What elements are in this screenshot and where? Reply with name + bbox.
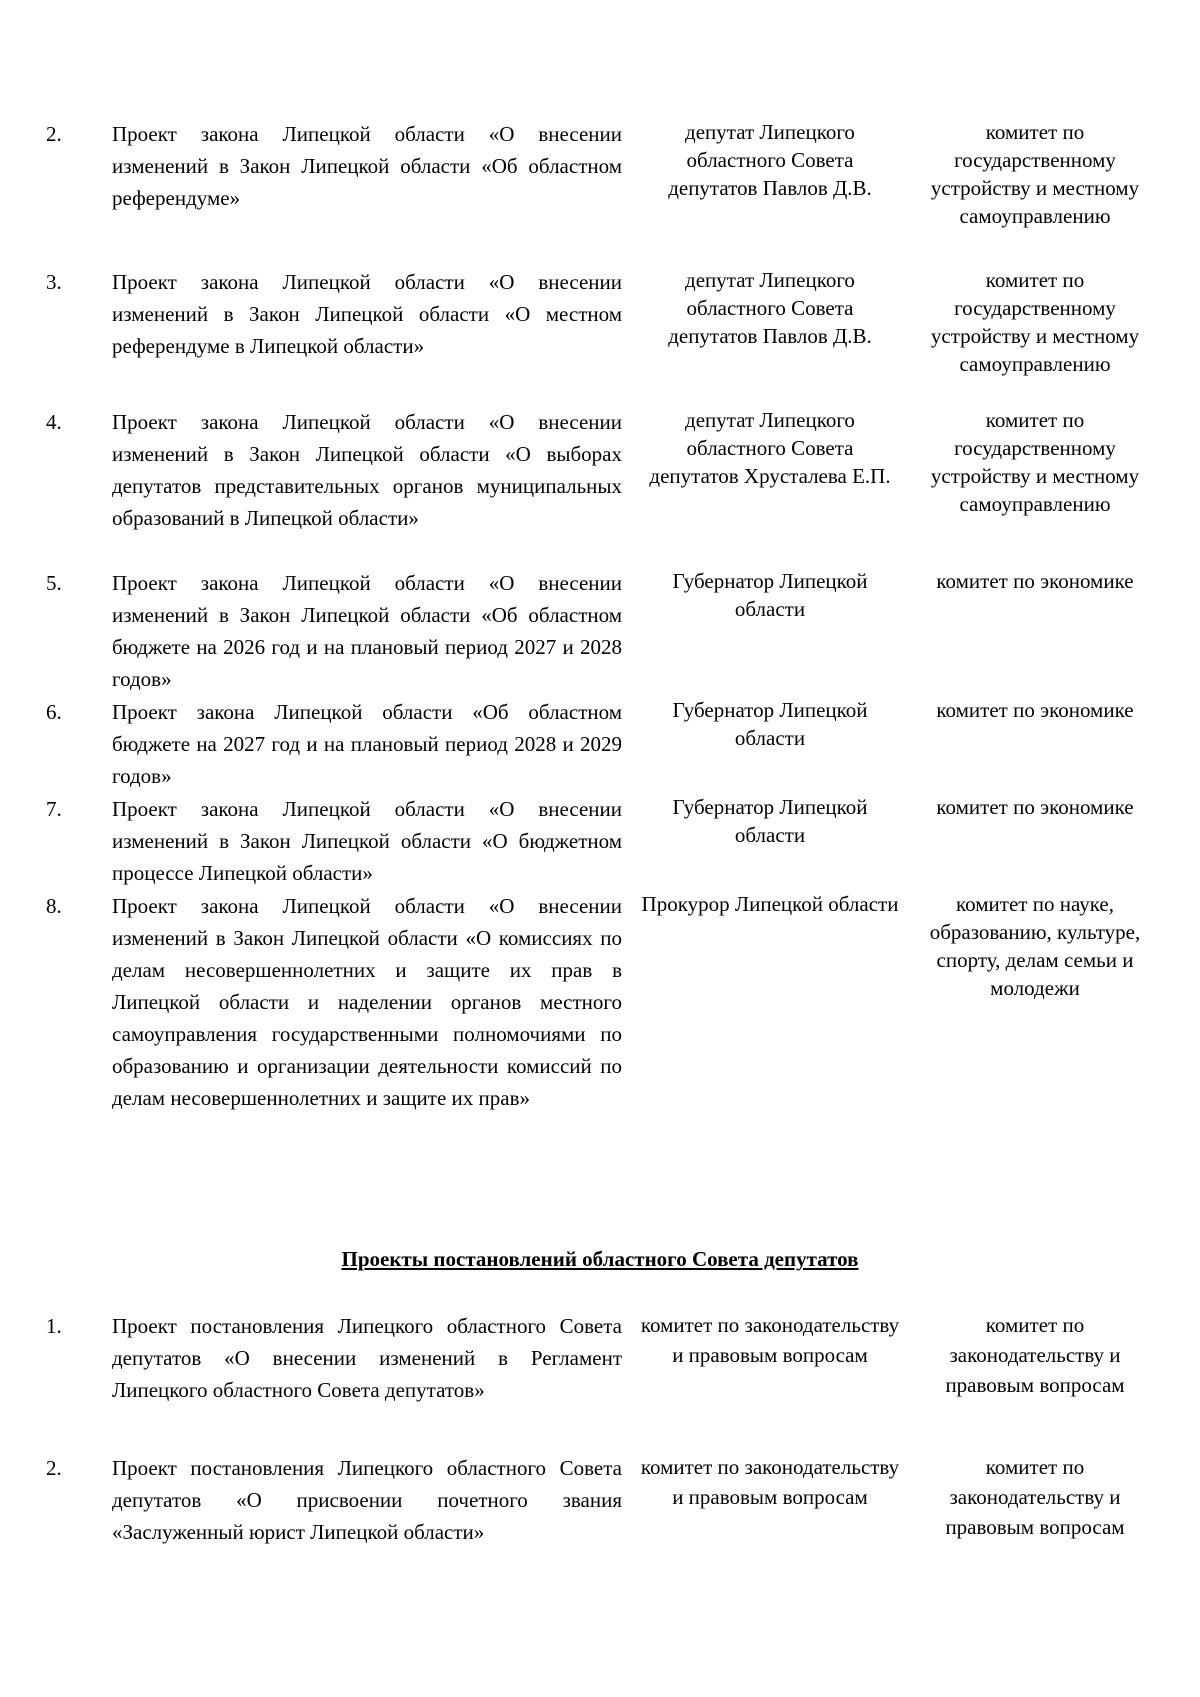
bill-title: Проект закона Липецкой области «О внесении изменений в Закон Липецкой области «О местном референдуме в Липецкой области» xyxy=(112,270,622,358)
bill-author: депутат Липецкого областного Совета депутатов Павлов Д.В. xyxy=(668,120,872,200)
bill-number: 5. xyxy=(46,571,62,595)
bill-committee: комитет по науке, образованию, культуре, спорту, делам семьи и молодежи xyxy=(929,892,1141,1000)
bill-title: Проект закона Липецкой области «О внесении изменений в Закон Липецкой области «О комиссиях по делам несовершеннолетних и защите их прав в Липецкой области и наделении органов местного самоуправления государственными полномочиями по образованию и организации деятельности комиссий по делам несовершеннолетних и защите их прав» xyxy=(112,894,622,1110)
bill-author: Губернатор Липецкой области xyxy=(672,795,868,847)
bill-number: 4. xyxy=(46,410,62,434)
resolution-title: Проект постановления Липецкого областного Совета депутатов «О присвоении почетного звания «Заслуженный юрист Липецкой области» xyxy=(112,1456,622,1544)
bill-title: Проект закона Липецкой области «О внесении изменений в Закон Липецкой области «Об областном бюджете на 2026 год и на плановый период 2027 и 2028 годов» xyxy=(112,571,622,691)
bill-number: 2. xyxy=(46,122,62,146)
section-heading xyxy=(0,1244,1200,1274)
bill-author: депутат Липецкого областного Совета депутатов Хрусталева Е.П. xyxy=(649,408,891,488)
bill-committee: комитет по государственному устройству и местному самоуправлению xyxy=(930,268,1140,376)
bill-committee: комитет по экономике xyxy=(936,698,1134,722)
bill-author: депутат Липецкого областного Совета депутатов Павлов Д.В. xyxy=(668,268,872,348)
bill-number: 7. xyxy=(46,797,62,821)
resolution-committee: комитет по законодательству и правовым вопросам xyxy=(945,1455,1125,1539)
bill-number: 6. xyxy=(46,700,62,724)
section-heading-text: Проекты постановлений областного Совета депутатов xyxy=(341,1247,859,1271)
bill-title: Проект закона Липецкой области «Об областном бюджете на 2027 год и на плановый период 2028 и 2029 годов» xyxy=(112,700,622,788)
bill-committee: комитет по экономике xyxy=(936,569,1134,593)
bill-author: Губернатор Липецкой области xyxy=(672,698,868,750)
bill-committee: комитет по экономике xyxy=(936,795,1134,819)
resolution-number: 2. xyxy=(46,1456,62,1480)
bill-number: 3. xyxy=(46,270,62,294)
bill-author: Прокурор Липецкой области xyxy=(641,892,899,916)
resolution-title: Проект постановления Липецкого областного Совета депутатов «О внесении изменений в Регламент Липецкого областного Совета депутатов» xyxy=(112,1314,622,1402)
bill-title: Проект закона Липецкой области «О внесении изменений в Закон Липецкой области «О выборах депутатов представительных органов муниципальных образований в Липецкой области» xyxy=(112,410,622,530)
resolution-committee: комитет по законодательству и правовым вопросам xyxy=(945,1313,1125,1397)
bill-committee: комитет по государственному устройству и местному самоуправлению xyxy=(930,408,1140,516)
bill-author: Губернатор Липецкой области xyxy=(672,569,868,621)
bill-committee: комитет по государственному устройству и местному самоуправлению xyxy=(930,120,1140,228)
resolution-author: комитет по законодательству и правовым вопросам xyxy=(640,1455,900,1509)
resolution-number: 1. xyxy=(46,1314,62,1338)
bill-number: 8. xyxy=(46,894,62,918)
resolution-author: комитет по законодательству и правовым вопросам xyxy=(640,1313,900,1367)
bill-title: Проект закона Липецкой области «О внесении изменений в Закон Липецкой области «Об областном референдуме» xyxy=(112,122,622,210)
bill-title: Проект закона Липецкой области «О внесении изменений в Закон Липецкой области «О бюджетном процессе Липецкой области» xyxy=(112,797,622,885)
